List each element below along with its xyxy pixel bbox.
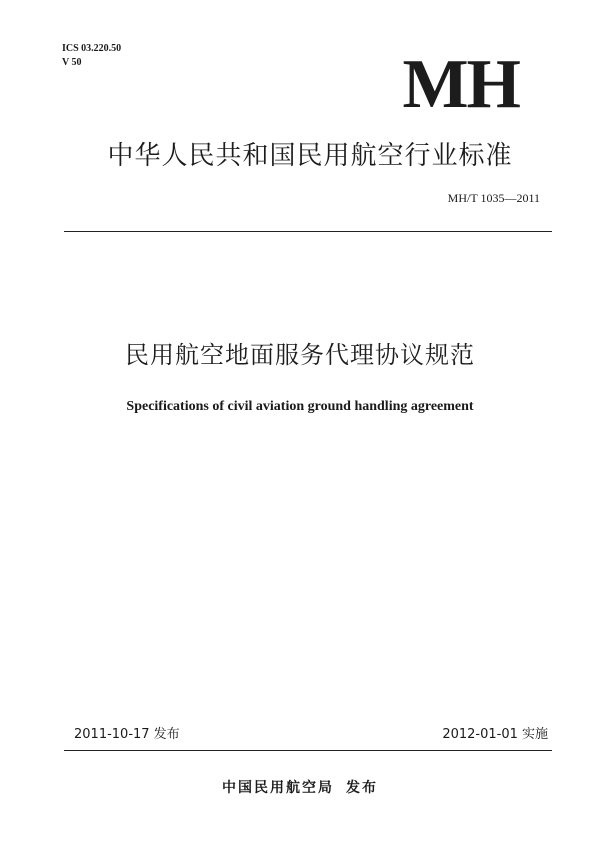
- implementation-date: 2012-01-01 实施: [442, 727, 548, 742]
- publisher-line: [150, 779, 450, 797]
- publisher-name: 中国民用航空局: [222, 780, 334, 796]
- header-divider: [64, 231, 552, 232]
- mh-logo: MH: [402, 46, 519, 123]
- footer-divider: [64, 750, 552, 751]
- issue-date: 2011-10-17 发布: [74, 727, 180, 742]
- document-title-cn: 民用航空地面服务代理协议规范: [125, 341, 475, 369]
- ccs-code: V 50: [62, 57, 82, 68]
- document-title-en: Specifications of civil aviation ground handling agreement: [126, 399, 474, 414]
- standard-title: 中华人民共和国民用航空行业标准: [107, 141, 513, 171]
- ics-code: ICS 03.220.50: [62, 43, 122, 54]
- standard-number: MH/T 1035—2011: [447, 191, 540, 205]
- publisher-action: 发布: [346, 780, 378, 796]
